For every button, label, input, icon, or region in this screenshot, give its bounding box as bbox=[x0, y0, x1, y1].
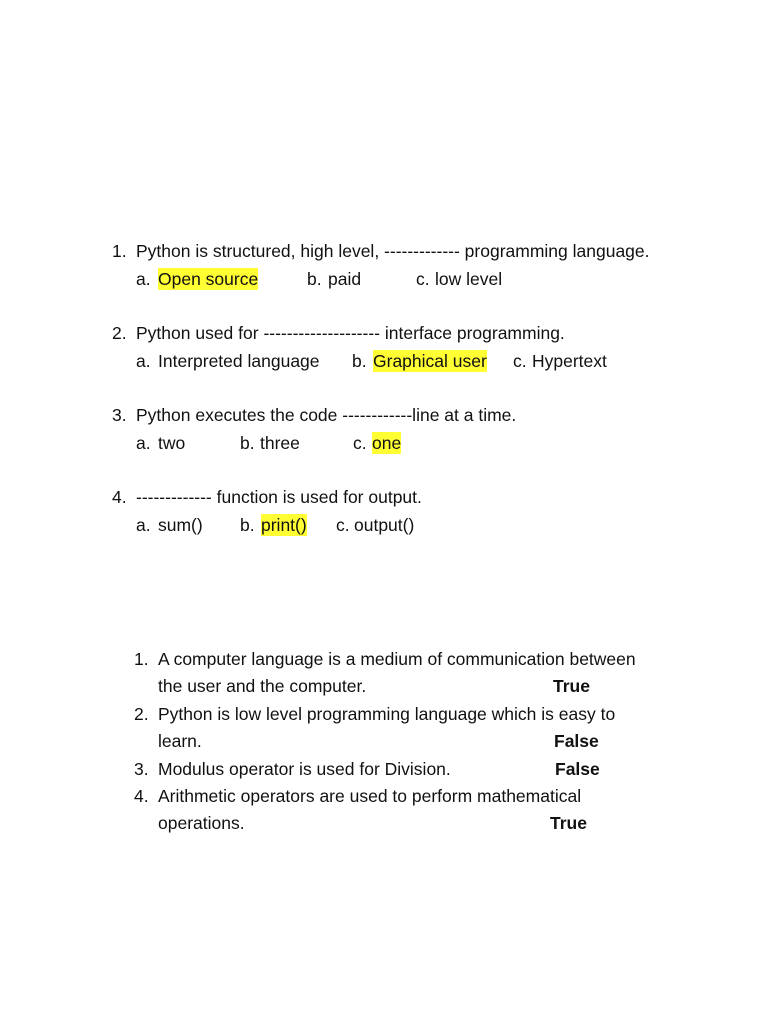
question-number: 4. bbox=[112, 487, 127, 507]
statement-line-1: A computer language is a medium of communication between bbox=[158, 649, 636, 669]
option-letter: a. bbox=[136, 515, 151, 535]
item-number: 2. bbox=[134, 704, 149, 724]
statement-line-1: Python is low level programming language which is easy to bbox=[158, 704, 616, 724]
option-letter: c. bbox=[513, 351, 527, 371]
option-text-highlighted: Open source bbox=[158, 269, 259, 289]
option-letter: c. bbox=[353, 433, 367, 453]
item-number: 4. bbox=[134, 786, 149, 806]
question-text: Python executes the code ------------line at a time. bbox=[136, 405, 517, 425]
question-number: 1. bbox=[112, 241, 127, 261]
option-text: three bbox=[260, 433, 300, 453]
option-letter: a. bbox=[136, 351, 151, 371]
answer-label: False bbox=[555, 759, 600, 779]
option-text: output() bbox=[354, 515, 415, 535]
option-letter: a. bbox=[136, 433, 151, 453]
option-letter: b. bbox=[307, 269, 322, 289]
question-number: 3. bbox=[112, 405, 127, 425]
option-letter: c. bbox=[416, 269, 430, 289]
option-text: Interpreted language bbox=[158, 351, 320, 371]
question-text: Python is structured, high level, ------------- programming language. bbox=[136, 241, 650, 261]
option-letter: c. bbox=[336, 515, 350, 535]
question-text: ------------- function is used for output. bbox=[136, 487, 422, 507]
option-text: Hypertext bbox=[532, 351, 607, 371]
option-letter: b. bbox=[240, 515, 255, 535]
item-number: 3. bbox=[134, 759, 149, 779]
statement-line-1: Arithmetic operators are used to perform mathematical bbox=[158, 786, 582, 806]
option-letter: a. bbox=[136, 269, 151, 289]
option-text: two bbox=[158, 433, 186, 453]
option-text-highlighted: one bbox=[372, 433, 402, 453]
option-letter: b. bbox=[352, 351, 367, 371]
statement-line-2: the user and the computer. bbox=[158, 676, 367, 696]
answer-label: False bbox=[554, 731, 599, 751]
option-text: sum() bbox=[158, 515, 203, 535]
option-text: paid bbox=[328, 269, 362, 289]
option-text-highlighted: print() bbox=[261, 515, 307, 535]
question-text: Python used for -------------------- interface programming. bbox=[136, 323, 565, 343]
item-number: 1. bbox=[134, 649, 149, 669]
statement-line-1: Modulus operator is used for Division. bbox=[158, 759, 451, 779]
answer-label: True bbox=[550, 813, 587, 833]
question-number: 2. bbox=[112, 323, 127, 343]
statement-line-2: learn. bbox=[158, 731, 202, 751]
statement-line-2: operations. bbox=[158, 813, 245, 833]
option-text-highlighted: Graphical user bbox=[373, 351, 487, 371]
answer-label: True bbox=[553, 676, 590, 696]
option-text: low level bbox=[435, 269, 503, 289]
option-letter: b. bbox=[240, 433, 255, 453]
